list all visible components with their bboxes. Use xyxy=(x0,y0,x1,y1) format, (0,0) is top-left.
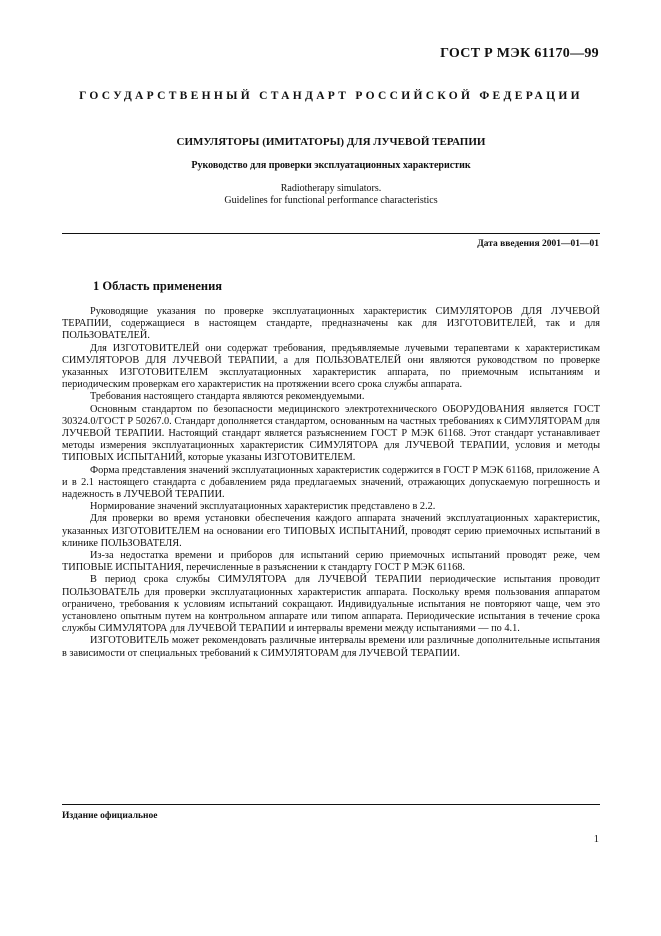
paragraph: Нормирование значений эксплуатационных характеристик представлено в 2.2. xyxy=(90,501,436,513)
paragraph: Руководящие указания по проверке эксплуатационных характеристик СИМУЛЯТОРОВ ДЛЯ ЛУЧЕВОЙ ТЕРАПИИ, содержащиеся в настоящем стандарте, предназначены как для ИЗГОТОВИТЕЛЕЙ, так и для ПОЛЬЗОВАТЕЛЕЙ. xyxy=(62,306,600,342)
footer-divider xyxy=(62,804,600,805)
document-subtitle: Руководство для проверки эксплуатационных характеристик xyxy=(191,160,471,171)
document-title: СИМУЛЯТОРЫ (ИМИТАТОРЫ) ДЛЯ ЛУЧЕВОЙ ТЕРАПИИ xyxy=(176,136,486,148)
edition-label: Издание официальное xyxy=(62,811,158,821)
paragraph: Форма представления значений эксплуатационных характеристик содержится в ГОСТ Р МЭК 61168, приложение А и в 2.1 настоящего стандарта с добавлением ряда предлагаемых значений, отражающих допускаемую погрешность и надежность в ЛУЧЕВОЙ ТЕРАПИИ. xyxy=(62,464,600,501)
english-title-line-2: Guidelines for functional performance characteristics xyxy=(224,195,438,206)
page-number: 1 xyxy=(593,834,599,845)
section-heading: 1 Область применения xyxy=(93,279,223,293)
paragraph: Из-за недостатка времени и приборов для испытаний серию приемочных испытаний проводят реже, чем ТИПОВЫЕ ИСПЫТАНИЯ, перечисленные в разъяснении к стандарту ГОСТ Р МЭК 61168. xyxy=(62,550,600,574)
paragraph: Основным стандартом по безопасности медицинского электротехнического ОБОРУДОВАНИЯ является ГОСТ 30324.0/ГОСТ Р 50267.0. Стандарт дополняется стандартом, основанным на частных требованиях к СИМУЛЯТОРАМ для ЛУЧЕВОЙ ТЕРАПИИ. Настоящий стандарт является разъяснением ГОСТ Р МЭК 61168. Этот стандарт устанавливает методы измерения эксплуатационных характеристик СИМУЛЯТОРА для ЛУЧЕВОЙ ТЕРАПИИ, условия и методы ТИПОВЫХ ИСПЫТАНИЙ, которые указаны ИЗГОТОВИТЕЛЕМ. xyxy=(62,403,600,464)
state-standard-banner: ГОСУДАРСТВЕННЫЙ СТАНДАРТ РОССИЙСКОЙ ФЕДЕРАЦИИ xyxy=(79,90,583,102)
top-divider xyxy=(62,233,600,234)
english-title-line-1: Radiotherapy simulators. xyxy=(280,183,382,194)
paragraph: Для ИЗГОТОВИТЕЛЕЙ они содержат требования, предъявляемые лучевыми терапевтами к характеристикам СИМУЛЯТОРОВ ДЛЯ ЛУЧЕВОЙ ТЕРАПИИ, а для ПОЛЬЗОВАТЕЛЕЙ они являются руководством по проверке указанных ИЗГОТОВИТЕЛЕМ эксплуатационных характеристик аппарата, по приемочным испытаниям и периодическим проверкам его характеристик на протяжении всего срока службы аппарата. xyxy=(62,342,600,391)
paragraph: ИЗГОТОВИТЕЛЬ может рекомендовать различные интервалы времени или различные дополнительные испытания в зависимости от специальных требований к СИМУЛЯТОРАМ для ЛУЧЕВОЙ ТЕРАПИИ. xyxy=(62,635,600,659)
english-title xyxy=(62,183,600,207)
introduction-date: Дата введения 2001—01—01 xyxy=(477,239,599,249)
paragraph: Требования настоящего стандарта являются рекомендуемыми. xyxy=(90,391,365,403)
standard-code: ГОСТ Р МЭК 61170—99 xyxy=(440,46,599,61)
section-body xyxy=(62,306,600,660)
paragraph: В период срока службы СИМУЛЯТОРА для ЛУЧЕВОЙ ТЕРАПИИ периодические испытания проводит ПОЛЬЗОВАТЕЛЬ для проверки эксплуатационных характеристик аппарата. Поскольку время пользования аппаратом ограничено, требования к условиям испытаний сокращают. Индивидуальные испытания не повторяют чаще, чем это установлено опытным путем на контрольном аппарате или типом аппарата. Периодические испытания в течение срока службы СИМУЛЯТОРА для ЛУЧЕВОЙ ТЕРАПИИ и интервалы времени между испытаниями — по 4.1. xyxy=(62,574,600,635)
paragraph: Для проверки во время установки обеспечения каждого аппарата значений эксплуатационных характеристик, указанных ИЗГОТОВИТЕЛЕМ на основании его ТИПОВЫХ ИСПЫТАНИЙ, проводят серию приемочных испытаний в клинике ПОЛЬЗОВАТЕЛЯ. xyxy=(62,513,600,549)
